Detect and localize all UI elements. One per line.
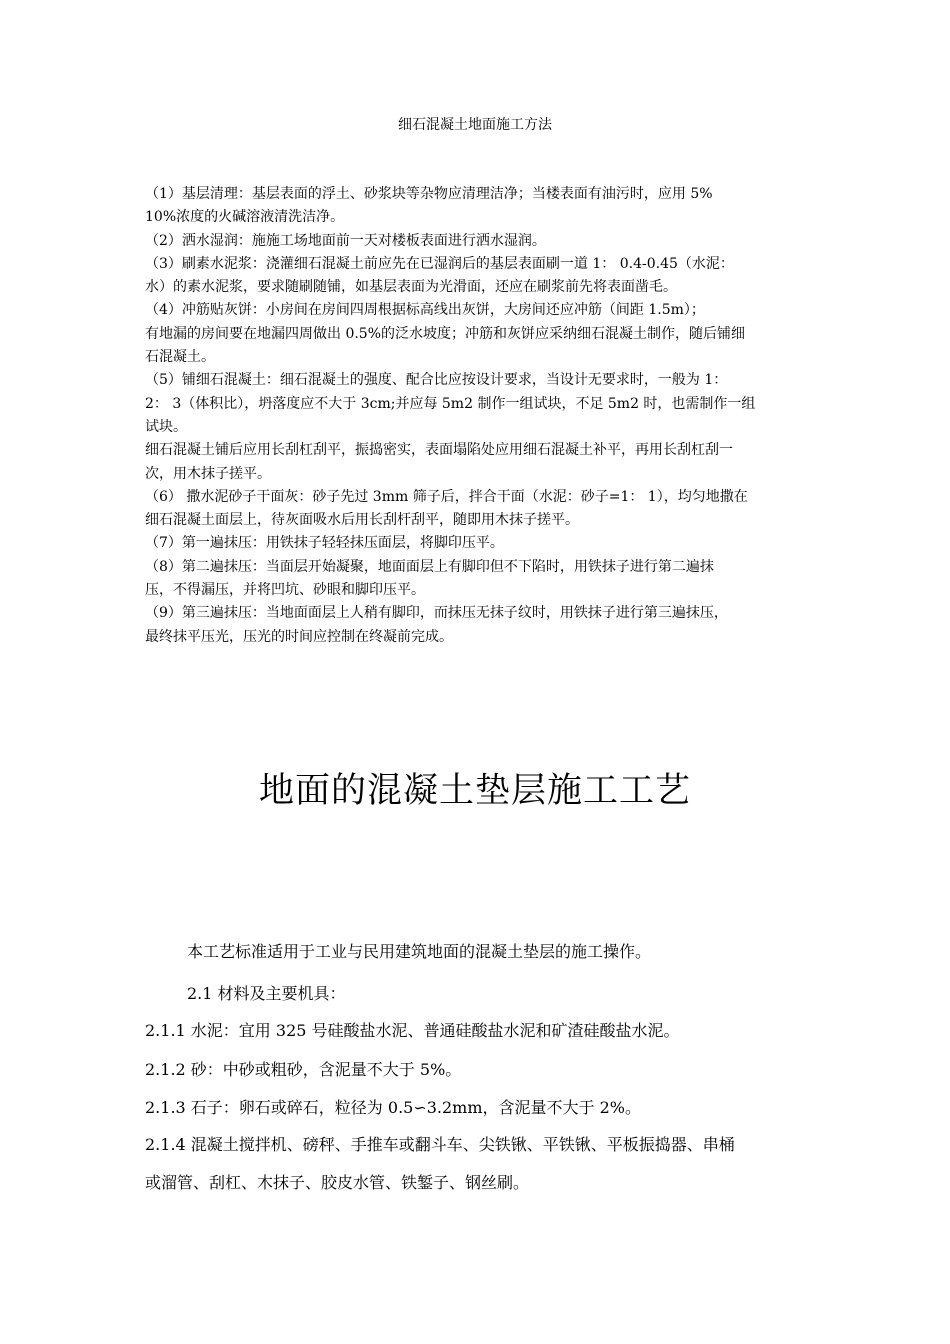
section-title-small: 细石混凝土地面施工方法 [398, 117, 552, 133]
text-line: 2.1 材料及主要机具： [187, 984, 346, 1003]
text-line: （8）第二遍抹压：当面层开始凝聚，地面面层上有脚印但不下陷时，用铁抹子进行第二遍抹 [145, 558, 714, 575]
text-line: 压，不得漏压，并将凹坑、砂眼和脚印压平。 [145, 582, 425, 599]
text-line: 2.1.3 石子：卵石或碎石，粒径为 0.5∽3.2mm，含泥量不大于 2%。 [145, 1098, 641, 1117]
text-line: 水）的素水泥浆，要求随刷随铺，如基层表面为光滑面，还应在刷浆前先将表面凿毛。 [145, 279, 677, 296]
text-line: 石混凝土。 [145, 349, 215, 366]
text-line: （2）洒水湿润：施施工场地面前一天对楼板表面进行洒水湿润。 [145, 232, 546, 249]
text-line: 或溜管、刮杠、木抹子、胶皮水管、铁錾子、钢丝刷。 [145, 1173, 530, 1192]
text-line: （7）第一遍抹压：用铁抹子轻轻抹压面层，将脚印压平。 [145, 535, 504, 552]
text-line: （1）基层清理：基层表面的浮土、砂浆块等杂物应清理洁净；当楼表面有油污时，应用 5% [145, 186, 713, 202]
text-line: 2.1.2 砂：中砂或粗砂，含泥量不大于 5%。 [145, 1060, 462, 1079]
text-line: 10%浓度的火碱溶液清洗洁净。 [145, 209, 345, 226]
text-line: 本工艺标准适用于工业与民用建筑地面的混凝土垫层的施工操作。 [187, 942, 652, 961]
text-line: 次，用木抹子搓平。 [145, 465, 271, 482]
text-line: 细石混凝土铺后应用长刮杠刮平，振捣密实，表面塌陷处应用细石混凝土补平，再用长刮杠刮一 [145, 442, 733, 459]
text-line: 试块。 [145, 418, 187, 435]
text-line: （9）第三遍抹压：当地面面层上人稍有脚印，而抹压无抹子纹时，用铁抹子进行第三遍抹压， [145, 605, 728, 622]
text-line: 2.1.4 混凝土搅拌机、磅秤、手推车或翻斗车、尖铁锹、平铁锹、平板振捣器、串桶 [145, 1135, 735, 1154]
text-line: （4）冲筋贴灰饼：小房间在房间四周根据标高线出灰饼，大房间还应冲筋（间距 1.5m）； [145, 302, 705, 319]
text-line: （6） 撒水泥砂子干面灰：砂子先过 3mm 筛子后，拌合干面（水泥：砂子=1： 1），均匀地撒在 [145, 488, 748, 505]
text-line: 最终抹平压光，压光的时间应控制在终凝前完成。 [145, 628, 453, 645]
text-line: （5）铺细石混凝土：细石混凝土的强度、配合比应按设计要求，当设计无要求时，一般为 1： [145, 372, 728, 389]
text-line: 2.1.1 水泥：宜用 325 号硅酸盐水泥、普通硅酸盐水泥和矿渣硅酸盐水泥。 [145, 1021, 680, 1040]
section-title-large: 地面的混凝土垫层施工工艺 [258, 771, 691, 811]
construction-method-steps [145, 183, 825, 649]
text-line: 细石混凝土面层上，待灰面吸水后用长刮杆刮平，随即用木抹子搓平。 [145, 512, 579, 529]
text-line: 2： 3（体积比），坍落度应不大于 3cm;并应每 5m2 制作一组试块，不足 5m2 时，也需制作一组 [145, 395, 756, 412]
text-line: （3）刷素水泥浆：浇灌细石混凝土前应先在已湿润后的基层表面刷一道 1： 0.4-0.45（水泥： [145, 255, 734, 272]
text-line: 有地漏的房间要在地漏四周做出 0.5%的泛水坡度；冲筋和灰饼应采纳细石混凝土制作，随后铺细 [145, 325, 746, 342]
